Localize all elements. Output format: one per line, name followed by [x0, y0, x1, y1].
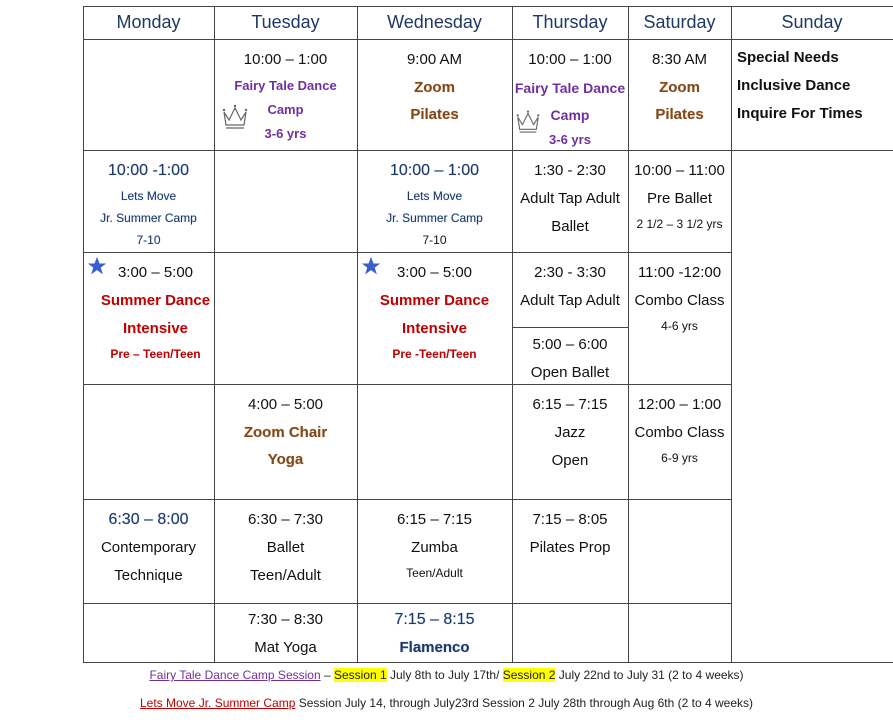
class-name: Ballet: [551, 218, 589, 235]
class-name: Pre Ballet: [646, 190, 713, 207]
class-time: 2:30 - 3:30: [534, 264, 606, 281]
class-time: 3:00 – 5:00: [117, 264, 194, 281]
class-cell-saturday-row3: [628, 253, 731, 384]
lets-move-camp-link[interactable]: Lets Move Jr. Summer Camp: [140, 696, 296, 710]
session-2-highlight: Session 2: [502, 668, 556, 682]
class-name: Flamenco: [399, 639, 470, 656]
session-1-highlight: Session 1: [333, 668, 387, 682]
class-cell-thursday-row4: [512, 385, 628, 499]
class-time: 10:00 – 1:00: [390, 162, 479, 179]
class-cell-wednesday-row6: [357, 604, 512, 662]
class-time: 5:00 – 6:00: [532, 336, 608, 353]
class-name: Pilates Prop: [529, 539, 611, 556]
class-name: Camp: [550, 107, 590, 123]
class-cell-wednesday-row3: [357, 253, 512, 384]
class-name: Pilates: [410, 106, 459, 123]
class-time: 7:15 – 8:05: [532, 511, 608, 528]
class-name: Lets Move: [120, 189, 177, 203]
class-name: Jazz: [554, 424, 586, 441]
class-name: Open Ballet: [530, 364, 610, 381]
class-time: 6:30 – 7:30: [247, 511, 324, 528]
class-name: Combo Class: [634, 424, 725, 441]
day-header-wednesday: Wednesday: [387, 12, 482, 32]
class-ages: Pre – Teen/Teen: [110, 347, 201, 361]
day-header-thursday: Thursday: [532, 12, 608, 32]
class-name: Camp: [267, 102, 304, 117]
note-line: Special Needs: [737, 49, 839, 66]
class-ages: 2 1/2 – 3 1/2 yrs: [636, 217, 723, 231]
class-ages: Teen/Adult: [406, 566, 463, 580]
class-time: 10:00 – 1:00: [243, 51, 328, 68]
class-name: Zoom Chair: [243, 424, 328, 441]
class-time: 7:30 – 8:30: [247, 611, 324, 628]
class-ages: 7-10: [422, 233, 447, 247]
class-time: 10:00 – 1:00: [528, 51, 612, 68]
class-time: 1:30 - 2:30: [534, 162, 606, 179]
class-ages: 3-6 yrs: [264, 126, 307, 141]
class-cell-monday-row5: [83, 500, 214, 603]
note-line: Inclusive Dance: [737, 77, 851, 94]
day-header-saturday: Saturday: [643, 12, 716, 32]
class-cell-thursday-row3b: [512, 328, 628, 384]
class-ages: 3-6 yrs: [549, 132, 591, 147]
footer-text: Session July 14, through July23rd Session 2 July 28th through Aug 6th (2 to 4 weeks): [295, 696, 753, 710]
class-cell-tuesday-row4: [214, 385, 357, 499]
class-time: 8:30 AM: [651, 51, 708, 68]
class-time: 3:00 – 5:00: [396, 264, 473, 281]
note-line: Inquire For Times: [737, 105, 863, 122]
class-time: 10:00 – 11:00: [634, 162, 725, 179]
grid-line: [83, 662, 893, 663]
class-time: 4:00 – 5:00: [247, 396, 324, 413]
class-name: Lets Move: [406, 189, 463, 203]
class-name: Jr. Summer Camp: [386, 211, 483, 225]
class-cell-monday-row2: [83, 151, 214, 252]
day-header-tuesday: Tuesday: [251, 12, 320, 32]
class-time: 10:00 -1:00: [108, 162, 189, 179]
class-time: 9:00 AM: [406, 51, 463, 68]
class-name: Pilates: [655, 106, 704, 123]
class-name: Open: [551, 452, 589, 469]
day-header-sunday: Sunday: [781, 12, 843, 32]
class-cell-tuesday-row6: [214, 604, 357, 662]
schedule-table: [83, 6, 893, 663]
class-name: Mat Yoga: [254, 639, 317, 656]
class-cell-thursday-row5: [512, 500, 628, 603]
class-name: Teen/Adult: [250, 567, 321, 584]
class-name: Adult Tap Adult: [520, 190, 620, 207]
footer-fairy-tale-note: [0, 668, 893, 682]
class-name: Yoga: [267, 451, 304, 468]
class-name: Intensive: [401, 320, 468, 337]
day-header-monday: Monday: [116, 12, 181, 32]
class-cell-thursday-row3a: [512, 253, 628, 327]
class-name: Intensive: [122, 320, 189, 337]
class-time: 6:15 – 7:15: [532, 396, 608, 413]
class-name: Zoom: [414, 79, 455, 96]
footer-text: July 22nd to July 31 (2 to 4 weeks): [555, 668, 744, 682]
class-cell-wednesday-row5: [357, 500, 512, 603]
class-name: Technique: [114, 567, 183, 584]
footer-lets-move-note: [0, 696, 893, 710]
class-name: Fairy Tale Dance: [514, 80, 626, 96]
class-name: Ballet: [266, 539, 305, 556]
class-name: Summer Dance: [379, 292, 490, 309]
grid-line: [731, 6, 732, 663]
class-cell-saturday-row1: [628, 40, 731, 150]
footer-text: July 8th to July 17th/: [386, 668, 503, 682]
class-time: 7:15 – 8:15: [394, 611, 475, 628]
class-cell-saturday-row4: [628, 385, 731, 499]
class-time: 11:00 -12:00: [637, 264, 722, 281]
class-name: Adult Tap Adult: [520, 292, 620, 309]
fairy-tale-camp-link[interactable]: Fairy Tale Dance Camp Session: [149, 668, 321, 682]
class-time: 6:30 – 8:00: [108, 511, 189, 528]
class-name: Jr. Summer Camp: [100, 211, 197, 225]
class-name: Combo Class: [634, 292, 725, 309]
class-ages: 6-9 yrs: [661, 451, 698, 465]
class-name: Zumba: [411, 539, 458, 556]
class-time: 6:15 – 7:15: [396, 511, 473, 528]
class-cell-wednesday-row1: [357, 40, 512, 150]
class-cell-thursday-row2: [512, 151, 628, 252]
class-name: Summer Dance: [100, 292, 211, 309]
class-ages: Pre -Teen/Teen: [392, 347, 477, 361]
class-name: Contemporary: [100, 539, 197, 556]
class-ages: 4-6 yrs: [661, 319, 698, 333]
class-name: Fairy Tale Dance: [234, 78, 337, 93]
class-cell-saturday-row2: [628, 151, 731, 252]
sunday-special-needs-note: [737, 44, 863, 128]
class-cell-tuesday-row5: [214, 500, 357, 603]
class-cell-tuesday-row1: [214, 40, 357, 150]
crown-icon: [221, 100, 249, 130]
class-ages: 7-10: [136, 233, 161, 247]
footer-text: –: [320, 668, 334, 682]
class-cell-monday-row3: [83, 253, 214, 384]
crown-icon: [515, 106, 541, 134]
class-name: Zoom: [659, 79, 700, 96]
class-cell-wednesday-row2: [357, 151, 512, 252]
class-time: 12:00 – 1:00: [637, 396, 722, 413]
